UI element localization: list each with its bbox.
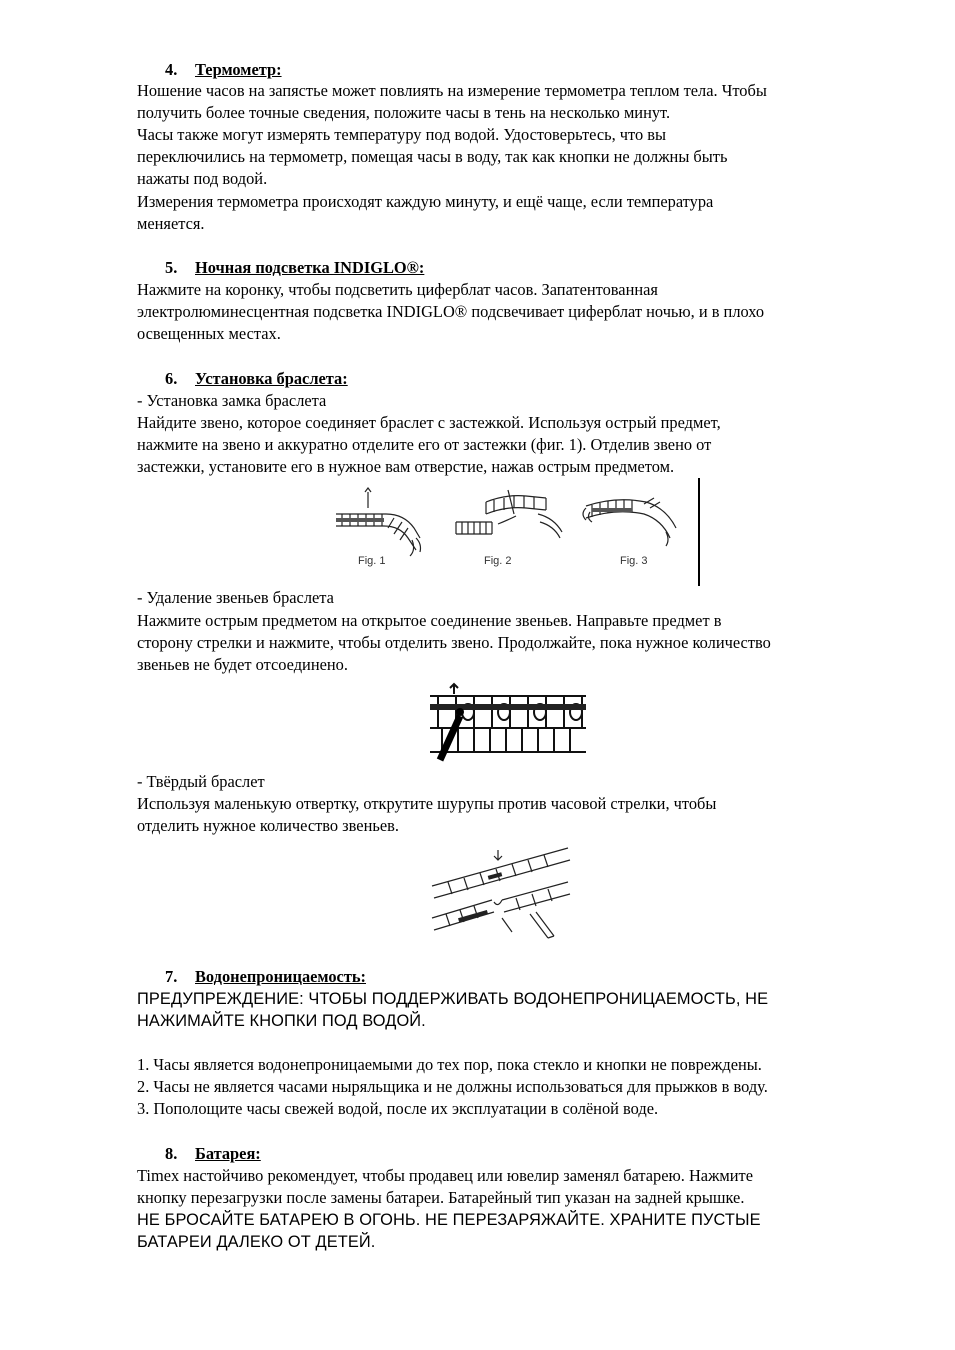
section-number: 8. <box>165 1144 178 1163</box>
section-number: 5. <box>165 258 178 277</box>
section-number: 4. <box>165 60 178 79</box>
fig-1-illustration <box>336 488 421 556</box>
paragraph-line: освещенных местах. <box>137 324 281 343</box>
section-4-heading <box>165 59 282 81</box>
paragraph-line: - Твёрдый браслет <box>137 772 265 791</box>
paragraph-line: - Удаление звеньев браслета <box>137 588 334 607</box>
fig-2-label: Fig. 2 <box>484 555 512 567</box>
paragraph-line: застежки, установите его в нужное вам отверстие, нажав острым предметом. <box>137 457 675 476</box>
section-title: Ночная подсветка INDIGLO®: <box>195 258 425 277</box>
paragraph-line: Измерения термометра происходят каждую минуту, и ещё чаще, если температура <box>137 192 714 211</box>
section-number: 6. <box>165 369 178 388</box>
paragraph-line: звеньев не будет отсоединено. <box>137 655 348 674</box>
section-title: Водонепроницаемость: <box>195 967 367 986</box>
paragraph-line: Timex настойчиво рекомендует, чтобы продавец или ювелир заменял батарею. Нажмите <box>137 1166 753 1185</box>
paragraph-line: Найдите звено, которое соединяет браслет с застежкой. Используя острый предмет, <box>137 413 721 432</box>
warning-line: НАЖИМАЙТЕ КНОПКИ ПОД ВОДОЙ. <box>137 1012 426 1030</box>
section-title: Батарея: <box>195 1144 261 1163</box>
fig-3-illustration <box>583 498 676 546</box>
paragraph-line: кнопку перезагрузки после замены батареи. Батарейный тип указан на задней крышке. <box>137 1188 745 1207</box>
section-7-heading <box>165 966 366 988</box>
fig-2-illustration <box>456 490 562 538</box>
paragraph-line: получить более точные сведения, положите часы в тень на несколько минут. <box>137 103 671 122</box>
section-8-heading <box>165 1143 261 1165</box>
fig-1-label: Fig. 1 <box>358 555 386 567</box>
warning-line: БАТАРЕИ ДАЛЕКО ОТ ДЕТЕЙ. <box>137 1233 376 1251</box>
warning-line: НЕ БРОСАЙТЕ БАТАРЕЮ В ОГОНЬ. НЕ ПЕРЕЗАРЯЖАЙТЕ. ХРАНИТЕ ПУСТЫЕ <box>137 1211 761 1229</box>
paragraph-line: отделить нужное количество звеньев. <box>137 816 399 835</box>
list-item: 3. Пополощите часы свежей водой, после их эксплуатации в солёной воде. <box>137 1099 659 1118</box>
paragraph-line: Нажмите на коронку, чтобы подсветить циферблат часов. Запатентованная <box>137 280 658 299</box>
section-title: Термометр: <box>195 60 282 79</box>
solid-bracelet-illustration <box>428 842 576 946</box>
list-item: 1. Часы является водонепроницаемыми до тех пор, пока стекло и кнопки не повреждены. <box>137 1055 762 1074</box>
paragraph-line: - Установка замка браслета <box>137 391 327 410</box>
section-title: Установка браслета: <box>195 369 348 388</box>
paragraph-line: Используя маленькую отвертку, открутите шурупы против часовой стрелки, чтобы <box>137 794 717 813</box>
fig-3-label: Fig. 3 <box>620 555 648 567</box>
paragraph-line: Ношение часов на запястье может повлиять на измерение термометра теплом тела. Чтобы <box>137 81 767 100</box>
paragraph-line: нажмите на звено и аккуратно отделите его от застежки (фиг. 1). Отделив звено от <box>137 435 712 454</box>
section-5-heading <box>165 257 424 279</box>
section-number: 7. <box>165 967 178 986</box>
section-6-heading <box>165 368 348 390</box>
paragraph-line: нажаты под водой. <box>137 169 268 188</box>
warning-line: ПРЕДУПРЕЖДЕНИЕ: ЧТОБЫ ПОДДЕРЖИВАТЬ ВОДОНЕПРОНИЦАЕМОСТЬ, НЕ <box>137 990 769 1008</box>
paragraph-line: меняется. <box>137 214 205 233</box>
paragraph-line: Часы также могут измерять температуру под водой. Удостоверьтесь, что вы <box>137 125 667 144</box>
paragraph-line: переключились на термометр, помещая часы в воду, так как кнопки не должны быть <box>137 147 728 166</box>
paragraph-line: сторону стрелки и нажмите, чтобы отделить звено. Продолжайте, пока нужное количество <box>137 633 771 652</box>
paragraph-line: Нажмите острым предметом на открытое соединение звеньев. Направьте предмет в <box>137 611 722 630</box>
bracelet-clasp-figures <box>328 478 703 590</box>
list-item: 2. Часы не является часами ныряльщика и не должны использоваться для прыжков в воду. <box>137 1077 768 1096</box>
paragraph-line: электролюминесцентная подсветка INDIGLO® подсвечивает циферблат ночью, и в плохо <box>137 302 765 321</box>
link-removal-illustration <box>426 682 590 764</box>
